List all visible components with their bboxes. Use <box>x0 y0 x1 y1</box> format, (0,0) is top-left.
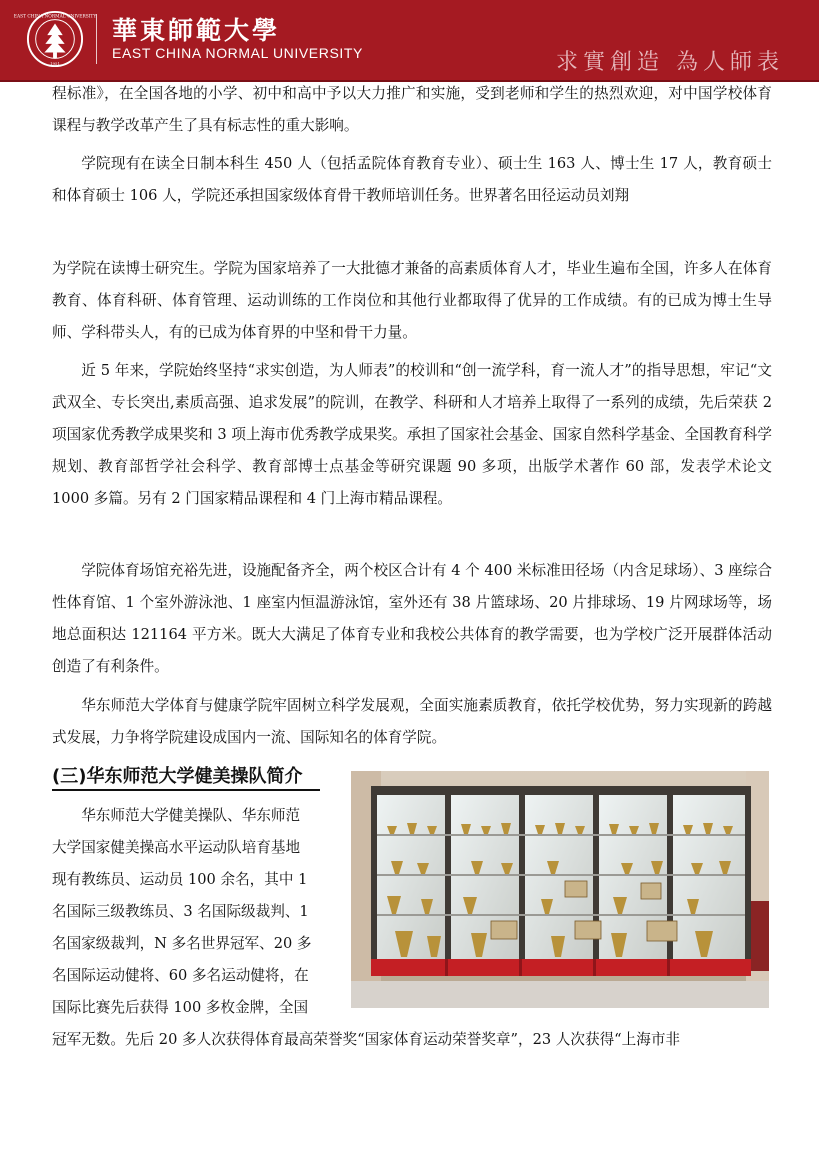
header-divider <box>96 14 97 64</box>
university-seal-logo <box>13 10 97 68</box>
team-line: 名国家级裁判，N 多名世界冠军、20 多 <box>52 935 312 952</box>
motto-watermark: 求實創造 為人師表 <box>556 50 784 75</box>
team-line: 名国际三级教练员、3 名国际级裁判、1 <box>52 903 309 920</box>
paragraph-students-a: 学院现有在读全日制本科生 450 人（包括孟院体育教育专业）、硕士生 163 人、博士生 17 人，教育硕士和体育硕士 106 人，学院还承担国家级体育骨干教师培训任务。世界著名田径运动员刘翔 <box>52 155 772 204</box>
team-line: 大学国家健美操高水平运动队培育基地 <box>52 839 301 856</box>
paragraph-achievements: 近 5 年来，学院始终坚持“求实创造，为人师表”的校训和“创一流学科，育一流人才”的指导思想，牢记“文武双全、专长突出,素质高强、追求发展”的院训，在教学、科研和人才培养上取得了一系列的成绩，先后荣获 2 项国家优秀教学成果奖和 3 项上海市优秀教学成果奖。承担了国家社会基金、国家自然科学基金、全国教育科学规划、教育部哲学社会科学、教育部博士点基金等研究课题 90 多项，出版学术著作 60 部，发表学术论文 1000 多篇。另有 2 门国家精品课程和 4 门上海市精品课程。 <box>52 362 772 507</box>
section-title <box>52 762 302 788</box>
trophy-cabinet-photo <box>351 771 769 1008</box>
paragraph-team-continued: 冠军无数。先后 20 多人次获得体育最高荣誉奖“国家体育运动荣誉奖章”，23 人次获得“上海市非 <box>52 1031 681 1048</box>
page-header <box>0 0 819 82</box>
paragraph-facilities: 学院体育场馆充裕先进，设施配备齐全，两个校区合计有 4 个 400 米标准田径场（内含足球场）、3 座综合性体育馆、1 个室外游泳池、1 座室内恒温游泳馆，室外还有 38 片篮球场、20 片排球场、19 片网球场等，场地总面积达 121164 平方米。既大大满足了体育专业和我校公共体育的教学需要，也为学校广泛开展群体活动创造了有利条件。 <box>52 562 772 675</box>
team-line: 名国际运动健将、60 多名运动健将，在 <box>52 967 309 984</box>
paragraph-curriculum-cont: 程标准》，在全国各地的小学、初中和高中予以大力推广和实施，受到老师和学生的热烈欢迎，对中国学校体育课程与教学改革产生了具有标志性的重大影响。 <box>52 85 772 134</box>
seal-year: 1951 <box>50 61 60 67</box>
team-line: 国际比赛先后获得 100 多枚金牌，全国 <box>52 999 309 1016</box>
university-name-en: EAST CHINA NORMAL UNIVERSITY <box>112 45 363 61</box>
paragraph-students-b: 为学院在读博士研究生。学院为国家培养了一大批德才兼备的高素质体育人才，毕业生遍布全国，许多人在体育教育、体育科研、体育管理、运动训练的工作岗位和其他行业都取得了优异的工作成绩。有的已成为博士生导师、学科带头人，有的已成为体育界的中坚和骨干力量。 <box>52 260 772 341</box>
team-line: 华东师范大学健美操队、华东师范 <box>81 807 301 824</box>
team-line: 现有教练员、运动员 100 余名，其中 1 <box>52 871 308 888</box>
paragraph-vision: 华东师范大学体育与健康学院牢固树立科学发展观，全面实施素质教育，依托学校优势，努力实现新的跨越式发展，力争将学院建设成国内一流、国际知名的体育学院。 <box>52 697 772 746</box>
seal-ring-text: EAST CHINA NORMAL UNIVERSITY <box>13 14 97 20</box>
university-name-cn: 華東師範大學 <box>112 16 281 45</box>
section-title-text: (三)华东师范大学健美操队简介 <box>52 766 303 787</box>
team-intro <box>52 800 340 1024</box>
section-title-underline <box>52 789 320 791</box>
